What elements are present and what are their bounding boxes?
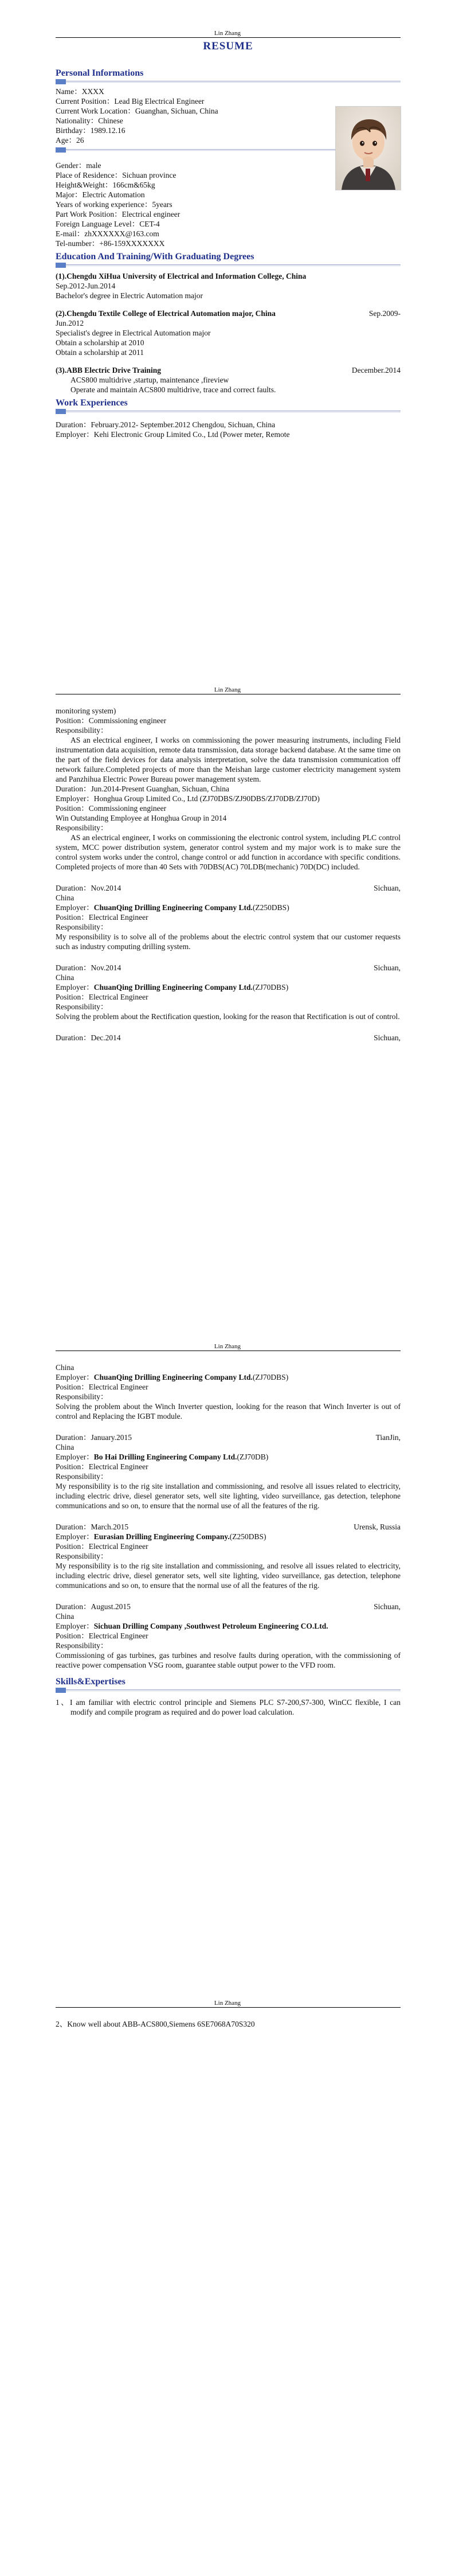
name-line: Name：XXXX bbox=[56, 87, 104, 96]
work-4-country: China bbox=[56, 973, 74, 982]
work-6-responsibility-label: Responsibility： bbox=[56, 1472, 108, 1481]
work-6-duration: Duration：January.2015 bbox=[56, 1433, 132, 1442]
edu-2-date-start: Sep.2009- bbox=[368, 309, 401, 318]
work-4-responsibility-label: Responsibility： bbox=[56, 1002, 108, 1011]
work-2-responsibility: AS an electrical engineer, I works on commissioning the electronic control system, including PLC control system, MCC power distribution system, generator control system and my major work is to make sure the control system works under the control, change control or add function in accordance with specific conditions. Completed projects of more than 40 Sets with 70DBS(AC) 70LDB(mechanic) 70D(DC) included. bbox=[56, 833, 401, 871]
edu-2-scholarship-1: Obtain a scholarship at 2010 bbox=[56, 338, 144, 347]
resume-content-3 bbox=[56, 1363, 401, 1717]
work-8-employer: Sichuan Drilling Company ,Southwest Petroleum Engineering CO.Ltd. bbox=[93, 1622, 328, 1630]
work-7-responsibility: My responsibility is to the rig site installation and commissioning, and resolve all issues related to electricity, including electric drive, diesel generator sets, well site lighting, video surveillance, gas detection, telephone communications and so on, to ensure that the normal use of all the features of the rig. bbox=[56, 1562, 401, 1590]
work-1-employer: Employer：Kehi Electronic Group Limited Co., Ltd (Power meter, Remote bbox=[56, 430, 290, 439]
gender-line: Gender：male bbox=[56, 161, 101, 170]
edu-2-title: (2).Chengdu Textile College of Electrical Automation major, China bbox=[56, 309, 276, 318]
work-4-duration: Duration：Nov.2014 bbox=[56, 963, 121, 972]
work-2-employer: Employer：Honghua Group Limited Co., Ltd (ZJ70DBS/ZJ90DBS/ZJ70DB/ZJ70D) bbox=[56, 794, 320, 803]
work-6-country: China bbox=[56, 1443, 74, 1451]
work-8-place: Sichuan, bbox=[374, 1602, 401, 1611]
work-3-responsibility: My responsibility is to solve all of the problems about the electric control system that our customer requests such as industry computing drilling system. bbox=[56, 932, 401, 951]
work-3-country: China bbox=[56, 893, 74, 902]
work-5-employer-line bbox=[56, 1372, 401, 1382]
header-divider bbox=[56, 2007, 401, 2008]
resume-content-2 bbox=[56, 706, 401, 1043]
work-6-employer: Bo Hai Drilling Engineering Company Ltd. bbox=[93, 1453, 237, 1461]
work-1-employer-cont: monitoring system) bbox=[56, 707, 116, 715]
section-divider bbox=[56, 409, 401, 414]
work-6-position: Position：Electrical Engineer bbox=[56, 1462, 148, 1471]
work-8-responsibility-label: Responsibility： bbox=[56, 1641, 108, 1650]
edu-3-title: (3).ABB Electric Drive Training bbox=[56, 366, 161, 374]
work-1-responsibility: AS an electrical engineer, I works on commissioning the power measuring instruments, including Field instrumentation data acquisition, remote data transmission, data storage backend database. At the same time on the part of the field devices for data analysis interpretation, solve the data transmission communication off network failure.Completed projects of more than the Meishan large customer electricity management system and Panzhihua Electric Power Bureau power management system. bbox=[56, 736, 401, 783]
page-header: Lin Zhang bbox=[214, 2000, 241, 2007]
section-heading-work: Work Experiences bbox=[56, 398, 128, 408]
work-7-header bbox=[56, 1522, 401, 1532]
page-header: Lin Zhang bbox=[214, 1343, 241, 1350]
work-3-model: (Z250DBS) bbox=[252, 903, 289, 912]
page-1 bbox=[0, 0, 455, 642]
edu-1-title: (1).Chengdu XiHua University of Electrical and Information College, China bbox=[56, 272, 307, 280]
work-5-duration: Duration：Dec.2014 bbox=[56, 1033, 121, 1042]
years-line: Years of working experience：5years bbox=[56, 200, 172, 209]
edu-3-detail-1: ACS800 multidrive ,startup, maintenance ,fireview bbox=[70, 376, 229, 384]
employer-label: Employer： bbox=[56, 1532, 94, 1541]
page-header: Lin Zhang bbox=[214, 30, 241, 37]
edu-2-degree: Specialist's degree in Electrical Automation major bbox=[56, 329, 211, 337]
skill-1: 1、I am familiar with electric control principle and Siemens PLC S7-200,S7-300, WinCC flexible, I can modify and compile program as required and do power load calculation. bbox=[56, 1698, 401, 1716]
edu-3-date: December.2014 bbox=[351, 366, 401, 374]
page-4 bbox=[0, 1970, 455, 2576]
section-heading-education: Education And Training/With Graduating Degrees bbox=[56, 252, 254, 261]
profile-photo bbox=[335, 106, 401, 190]
work-6-model: (ZJ70DB) bbox=[237, 1453, 269, 1461]
work-3-employer: ChuanQing Drilling Engineering Company Ltd. bbox=[93, 903, 253, 912]
edu-3-header bbox=[56, 365, 401, 375]
work-7-employer: Eurasian Drilling Engineering Company. bbox=[93, 1532, 230, 1541]
nationality-line: Nationality：Chinese bbox=[56, 116, 123, 125]
skill-2: 2、Know well about ABB-ACS800,Siemens 6SE7068A70S320 bbox=[56, 2020, 255, 2028]
email-line: E-mail：zhXXXXXX@163.com bbox=[56, 229, 159, 238]
work-5-responsibility-label: Responsibility： bbox=[56, 1392, 108, 1401]
work-8-responsibility: Commissioning of gas turbines, gas turbines and resolve faults during operation, with the commissioning of reactive power compensation VSG room, guarantee stable output power to the VFD room. bbox=[56, 1651, 401, 1669]
edu-1-degree: Bachelor's degree in Electric Automation major bbox=[56, 291, 203, 300]
work-1-responsibility-label: Responsibility： bbox=[56, 726, 108, 735]
work-4-employer-line bbox=[56, 982, 401, 992]
work-1-duration: Duration：February.2012- September.2012 Chengdou, Sichuan, China bbox=[56, 420, 276, 429]
edu-3-detail-2: Operate and maintain ACS800 multidrive, trace and correct faults. bbox=[70, 385, 276, 394]
language-line: Foreign Language Level：CET-4 bbox=[56, 220, 160, 228]
edu-2-header bbox=[56, 309, 401, 318]
page-header: Lin Zhang bbox=[214, 686, 241, 693]
work-4-position: Position：Electrical Engineer bbox=[56, 993, 148, 1001]
section-divider bbox=[56, 1688, 401, 1693]
height-weight-line: Height&Weight：166cm&65kg bbox=[56, 181, 155, 189]
section-heading-skills: Skills&Expertises bbox=[56, 1677, 125, 1687]
work-5-model: (ZJ70DBS) bbox=[252, 1373, 289, 1381]
work-3-duration: Duration：Nov.2014 bbox=[56, 884, 121, 892]
edu-2-date-end: Jun.2012 bbox=[56, 319, 84, 327]
employer-label: Employer： bbox=[56, 1373, 94, 1381]
employer-label: Employer： bbox=[56, 1453, 94, 1461]
work-7-model: (Z250DBS) bbox=[229, 1532, 266, 1541]
work-3-employer-line bbox=[56, 903, 401, 912]
work-5-employer: ChuanQing Drilling Engineering Company Ltd. bbox=[93, 1373, 253, 1381]
work-7-position: Position：Electrical Engineer bbox=[56, 1542, 148, 1551]
work-2-responsibility-label: Responsibility： bbox=[56, 823, 108, 832]
work-4-employer: ChuanQing Drilling Engineering Company Ltd. bbox=[93, 983, 253, 992]
page-2 bbox=[0, 657, 455, 1299]
page-3 bbox=[0, 1313, 455, 1956]
work-6-responsibility: My responsibility is to the rig site installation and commissioning, and resolve all issues related to electricity, including electric drive, diesel generator sets, well site lighting, video surveillance, gas detection, telephone communications and so on, to ensure that the normal use of all the features of the rig. bbox=[56, 1482, 401, 1510]
location-line: Current Work Location：Guanghan, Sichuan, China bbox=[56, 107, 218, 115]
work-8-duration: Duration：August.2015 bbox=[56, 1602, 131, 1611]
edu-1-date: Sep.2012-Jun.2014 bbox=[56, 282, 116, 290]
section-heading-personal: Personal Informations bbox=[56, 68, 144, 78]
work-6-header bbox=[56, 1433, 401, 1442]
work-3-position: Position：Electrical Engineer bbox=[56, 913, 148, 922]
work-6-employer-line bbox=[56, 1452, 401, 1462]
work-8-header bbox=[56, 1602, 401, 1611]
work-1-position: Position：Commissioning engineer bbox=[56, 716, 167, 725]
tel-line: Tel-number：+86-159XXXXXXX bbox=[56, 239, 165, 248]
employer-label: Employer： bbox=[56, 1622, 94, 1630]
work-6-place: TianJin, bbox=[375, 1433, 401, 1442]
child-portrait-image bbox=[336, 107, 401, 190]
section-divider bbox=[56, 263, 401, 268]
birthday-line: Birthday：1989.12.16 bbox=[56, 126, 125, 135]
work-5-country: China bbox=[56, 1363, 74, 1372]
work-7-responsibility-label: Responsibility： bbox=[56, 1552, 108, 1560]
residence-line: Place of Residence：Sichuan province bbox=[56, 171, 176, 179]
age-line: Age：26 bbox=[56, 136, 84, 145]
work-3-responsibility-label: Responsibility： bbox=[56, 923, 108, 931]
work-5-responsibility: Solving the problem about the Winch Inverter question, looking for the reason that Winch Inverter is out of control and Replacing the IGBT module. bbox=[56, 1402, 401, 1420]
employer-label: Employer： bbox=[56, 983, 94, 992]
edu-2-scholarship-2: Obtain a scholarship at 2011 bbox=[56, 348, 144, 357]
work-4-model: (ZJ70DBS) bbox=[252, 983, 289, 992]
work-2-duration: Duration：Jun.2014-Present Guanghan, Sichuan, China bbox=[56, 784, 229, 793]
work-2-award: Win Outstanding Employee at Honghua Group in 2014 bbox=[56, 814, 227, 822]
work-4-place: Sichuan, bbox=[374, 963, 401, 972]
work-5-place: Sichuan, bbox=[374, 1033, 401, 1042]
work-8-position: Position：Electrical Engineer bbox=[56, 1632, 148, 1640]
work-8-country: China bbox=[56, 1612, 74, 1621]
position-line: Current Position：Lead Big Electrical Engineer bbox=[56, 97, 205, 106]
work-5-header bbox=[56, 1033, 401, 1043]
work-5-position: Position：Electrical Engineer bbox=[56, 1383, 148, 1391]
work-2-position: Position：Commissioning engineer bbox=[56, 804, 167, 813]
header-divider bbox=[56, 37, 401, 38]
work-7-duration: Duration：March.2015 bbox=[56, 1523, 129, 1531]
section-divider bbox=[56, 79, 401, 84]
work-3-header bbox=[56, 883, 401, 893]
resume-content-1 bbox=[56, 41, 401, 439]
work-3-place: Sichuan, bbox=[374, 884, 401, 892]
resume-content-4 bbox=[56, 2019, 401, 2029]
work-8-employer-line bbox=[56, 1621, 401, 1631]
employer-label: Employer： bbox=[56, 903, 94, 912]
work-4-responsibility: Solving the problem about the Rectification question, looking for the reason that Rectification is out of control. bbox=[56, 1012, 400, 1021]
part-work-line: Part Work Position：Electrical engineer bbox=[56, 210, 181, 218]
work-4-header bbox=[56, 963, 401, 973]
resume-title: RESUME bbox=[203, 40, 253, 52]
work-7-place: Urensk, Russia bbox=[354, 1523, 401, 1531]
major-line: Major：Electric Automation bbox=[56, 190, 145, 199]
work-7-employer-line bbox=[56, 1532, 401, 1541]
